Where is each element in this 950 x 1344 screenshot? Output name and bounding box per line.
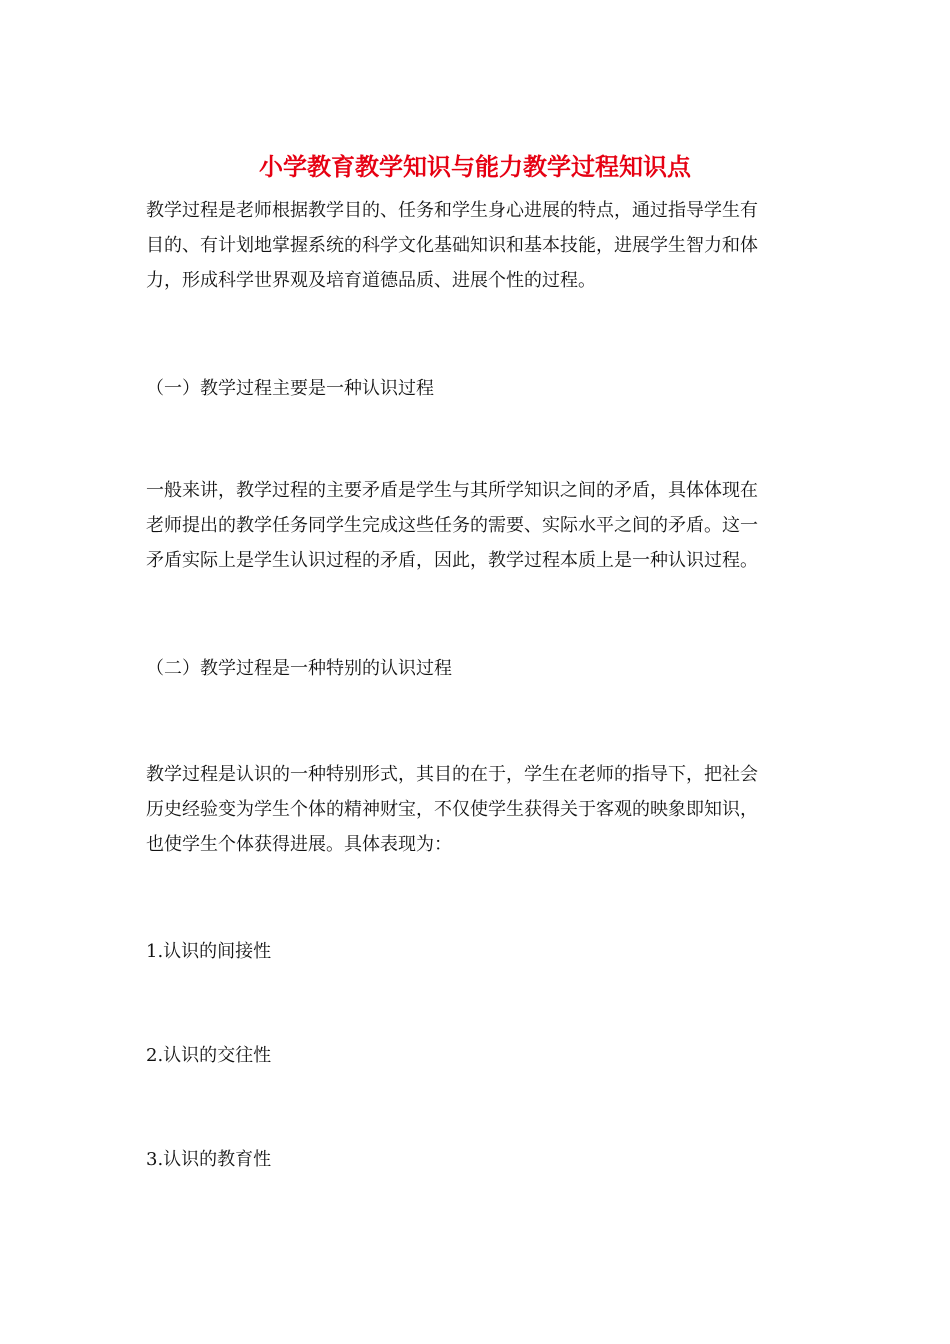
paragraph-line: 教学过程是认识的一种特别形式，其目的在于，学生在老师的指导下，把社会	[146, 764, 758, 785]
section2-heading-text: （二）教学过程是一种特别的认识过程	[146, 658, 452, 679]
list-item	[146, 1038, 811, 1073]
paragraph-line: 历史经验变为学生个体的精神财宝，不仅使学生获得关于客观的映象即知识，	[146, 799, 758, 820]
document-title: 小学教育教学知识与能力教学过程知识点	[259, 152, 691, 181]
list-item	[146, 1142, 811, 1177]
list-item-text: 2.认识的交往性	[146, 1045, 272, 1066]
list-item-text: 1.认识的间接性	[146, 941, 272, 962]
list-item	[146, 934, 811, 969]
section1-heading-text: （一）教学过程主要是一种认识过程	[146, 378, 434, 399]
paragraph-line: 一般来讲，教学过程的主要矛盾是学生与其所学知识之间的矛盾，具体体现在	[146, 480, 758, 501]
paragraph-line: 矛盾实际上是学生认识过程的矛盾，因此，教学过程本质上是一种认识过程。	[146, 550, 758, 571]
section2-paragraph	[146, 757, 811, 862]
section1-paragraph	[146, 473, 811, 578]
paragraph-line: 也使学生个体获得进展。具体表现为：	[146, 834, 452, 855]
list-item-text: 3.认识的教育性	[146, 1149, 272, 1170]
paragraph-line: 目的、有计划地掌握系统的科学文化基础知识和基本技能，进展学生智力和体	[146, 235, 758, 256]
paragraph-line: 老师提出的教学任务同学生完成这些任务的需要、实际水平之间的矛盾。这一	[146, 515, 758, 536]
intro-paragraph	[146, 193, 811, 298]
section2-heading	[146, 651, 811, 686]
section1-heading	[146, 371, 811, 406]
paragraph-line: 教学过程是老师根据教学目的、任务和学生身心进展的特点，通过指导学生有	[146, 200, 758, 221]
paragraph-line: 力，形成科学世界观及培育道德品质、进展个性的过程。	[146, 270, 596, 291]
